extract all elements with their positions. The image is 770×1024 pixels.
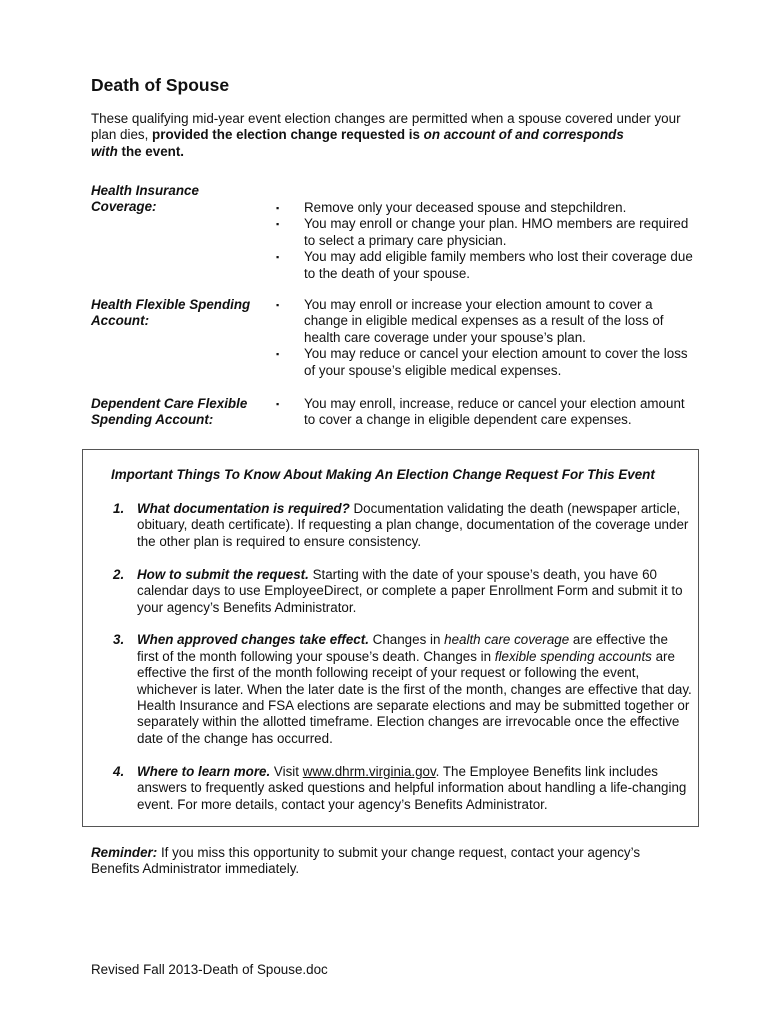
section-label: Health Flexible Spending Account: (91, 297, 251, 329)
item-number: 3. (113, 632, 125, 648)
box-item-effective: 3. When approved changes take effect. Changes in health care coverage are effective the first of the month following your spouse’s death. Changes in flexible spending accounts are effective the first of the month following receipt of your request or following the event, whichever is later. When the later date is the first of the month, changes are effective that day. Health Insurance and FSA elections are separate elections and may be submitted together or separately within the allotted timeframe. Election changes are irrevocable once the effective date of the change has occurred. (113, 632, 692, 746)
bullet-icon: ▪ (276, 219, 280, 230)
intro-paragraph (91, 111, 691, 160)
box-item-submit: 2. How to submit the request. Starting with the date of your spouse’s death, you have 60 calendar days to use EmployeeDirect, or complete a paper Enrollment Form and submit it to your agency’s Benefits Administrator. (113, 566, 683, 615)
reminder (91, 845, 691, 878)
list-item: ▪ Remove only your deceased spouse and stepchildren. (276, 200, 627, 215)
intro-text: These qualifying mid-year event election changes are permitted when a spouse covered under your plan dies, (91, 111, 681, 143)
reminder-label: Reminder: (91, 845, 158, 860)
list-item: ▪ You may add eligible family members who lost their coverage due to the death of your spouse. (276, 249, 693, 281)
item-heading: Where to learn more. (137, 763, 271, 779)
section-items (276, 200, 696, 282)
page-title: Death of Spouse (91, 75, 230, 95)
bullet-icon: ▪ (276, 399, 280, 409)
box-item-learn-more: 4. Where to learn more. Visit www.dhrm.virginia.gov. The Employee Benefits link includes answers to frequently asked questions and helpful information about handling a life-changing event. For more details, contact your agency’s Benefits Administrator. (113, 763, 687, 812)
item-heading: How to submit the request. (137, 566, 309, 582)
section-label: Dependent Care Flexible Spending Account: (91, 396, 248, 428)
important-info-box (82, 449, 699, 827)
box-list (113, 501, 693, 830)
bullet-icon: ▪ (276, 300, 280, 310)
list-item: ▪ You may enroll or change your plan. HMO members are required to select a primary care physician. (276, 216, 689, 248)
section-items (276, 396, 696, 429)
list-item: ▪ You may enroll or increase your election amount to cover a change in eligible medical expenses as a result of the loss of health care coverage under your spouse’s plan. (276, 297, 664, 345)
item-heading: What documentation is required? (137, 501, 350, 516)
item-number: 1. (113, 501, 125, 516)
intro-bold: provided the election change requested is (152, 127, 424, 143)
dhrm-link[interactable]: www.dhrm.virginia.gov (302, 763, 436, 779)
intro-bold-italic-2: with (91, 143, 118, 159)
box-title: Important Things To Know About Making An Election Change Request For This Event (111, 467, 655, 482)
section-items (276, 297, 696, 379)
footer-filename: Revised Fall 2013-Death of Spouse.doc (91, 962, 328, 977)
list-item: ▪ You may enroll, increase, reduce or cancel your election amount to cover a change in eligible dependent care expenses. (276, 396, 685, 428)
bullet-icon: ▪ (276, 203, 280, 213)
bullet-icon: ▪ (276, 349, 280, 360)
section-label: Health Insurance Coverage: (91, 183, 199, 215)
intro-bold-italic-1: on account of and corresponds (423, 127, 624, 143)
box-item-documentation: 1. What documentation is required? Documentation validating the death (newspaper article, obituary, death certificate). If requesting a plan change, documentation of the coverage under the other plan is required to ensure consistency. (113, 501, 689, 549)
reminder-text: If you miss this opportunity to submit your change request, contact your agency’s Benefits Administrator immediately. (91, 845, 641, 877)
list-item: ▪ You may reduce or cancel your election amount to cover the loss of your spouse’s eligible medical expenses. (276, 346, 688, 378)
intro-bold-end: the event. (117, 143, 185, 159)
item-number: 4. (113, 763, 125, 779)
item-heading: When approved changes take effect. (137, 632, 369, 648)
bullet-icon: ▪ (276, 252, 280, 263)
item-number: 2. (113, 566, 125, 582)
